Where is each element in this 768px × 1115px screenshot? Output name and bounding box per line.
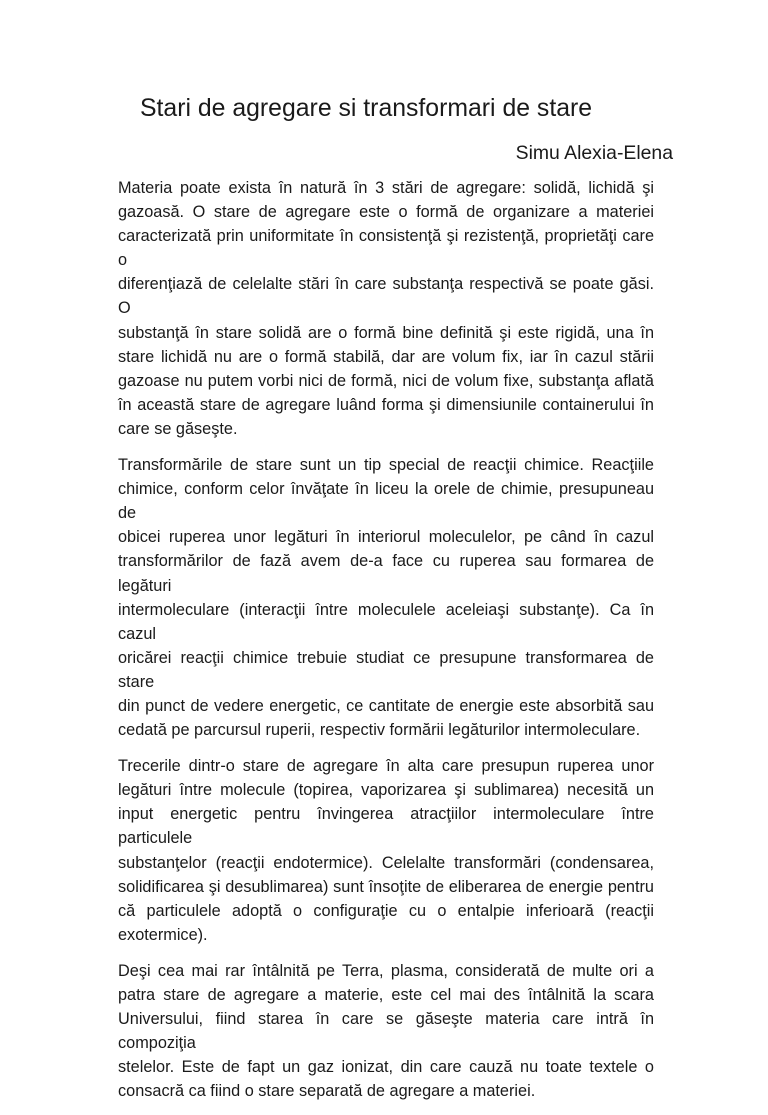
paragraph-line: Materia poate exista în natură în 3 stări de agregare: solidă, lichidă şi [118, 179, 654, 197]
paragraph-line: Universului, fiind starea în care se găseşte materia care intră în compoziţia [118, 1010, 654, 1053]
paragraph-line: consacră ca fiind o stare separată de agregare a materiei. [118, 1082, 536, 1101]
paragraph-line: care se găseşte. [118, 419, 238, 438]
paragraph-line: Trecerile dintr-o stare de agregare în alta care presupun ruperea unor [118, 757, 654, 776]
paragraph-line: gazoase nu putem vorbi nici de formă, nici de volum fixe, substanţa aflată [118, 371, 654, 390]
document-author: Simu Alexia-Elena [515, 142, 673, 164]
paragraph-line: intermoleculare (interacţii între moleculele aceleiaşi substanţe). Ca în cazul [118, 600, 654, 643]
paragraph-line: input energetic pentru învingerea atracţiilor intermoleculare între particulele [118, 805, 654, 848]
paragraph-line: diferenţiază de celelalte stări în care substanţa respectivă se poate găsi. O [118, 275, 654, 318]
paragraph-line: obicei ruperea unor legături în interiorul moleculelor, pe când în cazul [118, 528, 654, 547]
paragraph-line: Transformările de stare sunt un tip special de reacţii chimice. Reacţiile [118, 456, 654, 475]
paragraph [118, 754, 654, 947]
paragraph-line: stelelor. Este de fapt un gaz ionizat, din care cauză nu toate textele o [118, 1058, 654, 1077]
paragraph-line: substanţă în stare solidă are o formă bine definită şi este rigidă, una în [118, 323, 654, 342]
paragraph [118, 176, 654, 441]
paragraph-line: din punct de vedere energetic, ce cantitate de energie este absorbită sau [118, 696, 654, 715]
paragraph-line: în această stare de agregare luând forma şi dimensiunile containerului în [118, 395, 654, 414]
paragraph-line: substanţelor (reacţii endotermice). Celelalte transformări (condensarea, [118, 853, 654, 872]
document-body [118, 176, 654, 1115]
document-title: Stari de agregare si transformari de stare [140, 95, 593, 122]
paragraph-line: că particulele adoptă o configuraţie cu o entalpie inferioară (reacţii [118, 901, 654, 920]
paragraph-line: gazoasă. O stare de agregare este o formă de organizare a materiei [118, 203, 654, 222]
paragraph [118, 959, 654, 1104]
paragraph-line: Deşi cea mai rar întâlnită pe Terra, plasma, considerată de multe ori a [118, 961, 654, 980]
paragraph-line: solidificarea şi desublimarea) sunt însoţite de eliberarea de energie pentru [118, 877, 654, 896]
paragraph-line: transformărilor de fază avem de-a face cu ruperea sau formarea de legături [118, 552, 654, 595]
paragraph-line: chimice, conform celor învăţate în liceu la orele de chimie, presupuneau de [118, 480, 654, 523]
paragraph [118, 453, 654, 742]
paragraph-line: exotermice). [118, 925, 208, 944]
paragraph-line: cedată pe parcursul ruperii, respectiv formării legăturilor intermoleculare. [118, 721, 641, 740]
paragraph-line: oricărei reacţii chimice trebuie studiat ce presupune transformarea de stare [118, 648, 654, 691]
paragraph-line: patra stare de agregare a materie, este cel mai des întâlnită la scara [118, 986, 654, 1004]
paragraph-line: legături între molecule (topirea, vaporizarea şi sublimarea) necesită un [118, 781, 654, 800]
paragraph-line: stare lichidă nu are o formă stabilă, dar are volum fix, iar în cazul stării [118, 347, 654, 366]
paragraph-line: caracterizată prin uniformitate în consistenţă şi rezistenţă, proprietăţi care o [118, 227, 654, 270]
